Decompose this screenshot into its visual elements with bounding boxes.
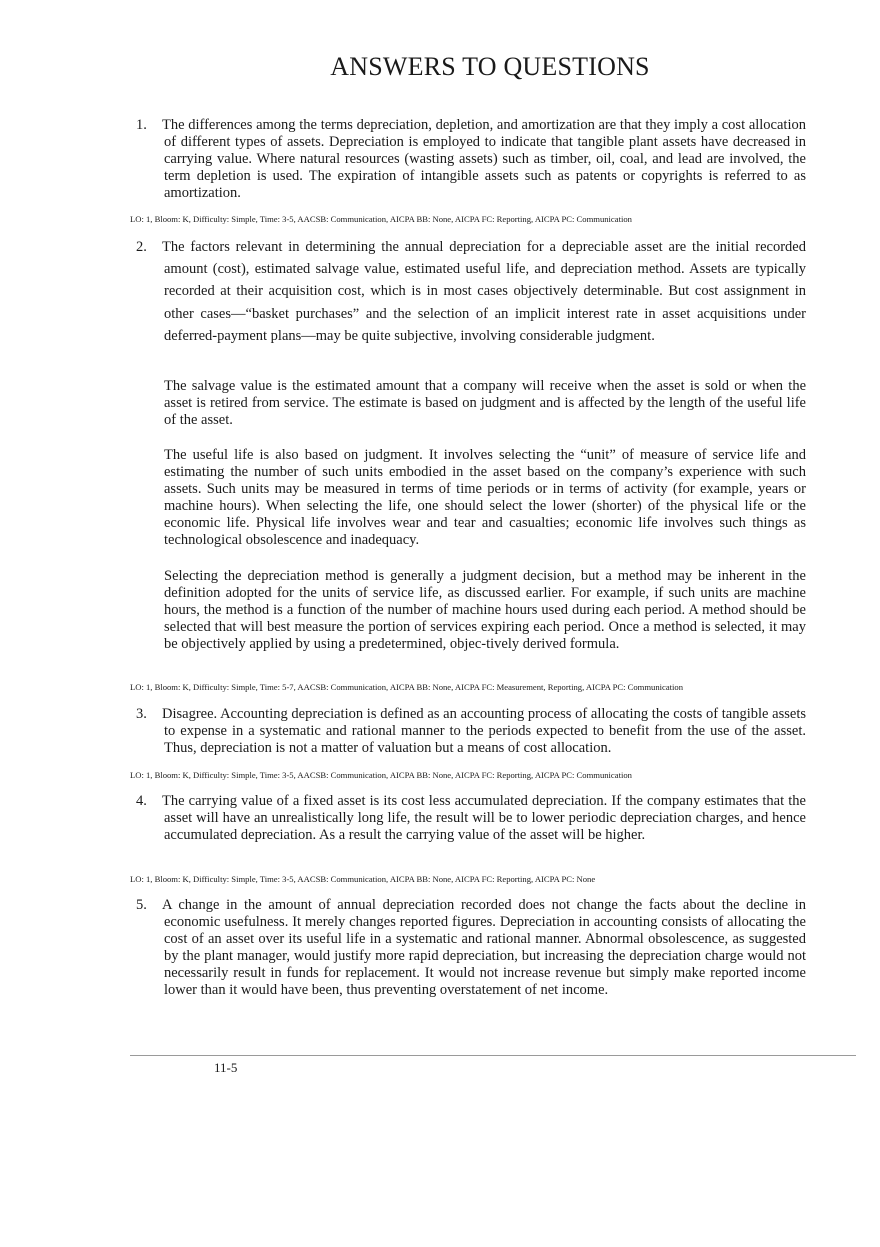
page-number: 11-5 [214,1060,238,1075]
answer-2-method [136,568,806,653]
answer-2-salvage [136,378,806,429]
answer-text: The factors relevant in determining the annual depreciation for a depreciable asset are the initial recorded amount (cost), estimated salvage value, estimated useful life, and depreciation method. Assets are typically recorded at their acquisition cost, which is in most cases objectively determinable. But cost assignment in other cases—“basket purchases” and the selection of an implicit interest rate in asset acquisitions under deferred-payment plans—may be quite subjective, involving considerable judgment. [162,239,806,344]
answer-text: Selecting the depreciation method is generally a judgment decision, but a method may be inherent in the definition adopted for the units of service life, as discussed earlier. For example, if such units are machine hours, the method is a function of the number of machine hours used during each period. A method should be selected that will best measure the portion of services expiring each period. Once a method is selected, it may be objectively applied by using a predetermined, objec-tively derived formula. [164,568,806,652]
answer-paragraph [136,793,806,844]
answer-paragraph [136,236,806,347]
footer-divider [130,1055,856,1056]
answer-2 [136,236,806,347]
answer-text: The useful life is also based on judgment. It involves selecting the “unit” of measure of service life and estimating the number of such units embodied in the asset based on the company’s experience with such assets. Such units may be measured in terms of time periods or in terms of activity (for example, years or machine hours). When selecting the life, one should select the lower (shorter) of the physical life or the economic life. Physical life involves wear and tear and casualties; economic life involves such things as technological obsolescence and inadequacy. [164,447,806,548]
answer-text: The carrying value of a fixed asset is its cost less accumulated depreciation. If the company estimates that the asset will have an unrealistically long life, the result will be to lower periodic depreciation charges, and hence accumulated depreciation. As a result the carrying value of the asset will be higher. [162,793,806,843]
answer-text: The salvage value is the estimated amount that a company will receive when the asset is sold or when the asset is retired from service. The estimate is based on judgment and is affected by the length of the useful life of the asset. [164,378,806,428]
learning-objective-tag: LO: 1, Bloom: K, Difficulty: Simple, Time: 3-5, AACSB: Communication, AICPA BB: None, AICPA FC: Reporting, AICPA PC: Communication [130,770,632,780]
answer-text: Disagree. Accounting depreciation is defined as an accounting process of allocating the costs of tangible assets to expense in a systematic and rational manner to the periods expected to benefit from the use of the asset. Thus, depreciation is not a matter of valuation but a means of cost allocation. [162,706,806,756]
answer-paragraph [136,897,806,999]
answer-3 [136,706,806,757]
page-title: ANSWERS TO QUESTIONS [330,52,650,81]
answer-5 [136,897,806,999]
answer-paragraph [136,706,806,757]
answer-number: 1. [136,117,147,133]
answer-paragraph [136,117,806,202]
answer-text: The differences among the terms depreciation, depletion, and amortization are that they imply a cost allocation of different types of assets. Depreciation is employed to indicate that tangible plant assets have decreased in carrying value. Where natural resources (wasting assets) such as timber, oil, coal, and lead are involved, the term depletion is used. The expiration of intangible assets such as patents or copyrights is referred to as amortization. [162,117,806,201]
answer-text: A change in the amount of annual depreciation recorded does not change the facts about the decline in economic usefulness. It merely changes reported figures. Depreciation in accounting consists of allocating the cost of an asset over its useful life in a systematic and rational manner. Abnormal obsolescence, as suggested by the plant manager, would justify more rapid depreciation, but increasing the depreciation charge would not necessarily result in funds for replacement. It would not increase revenue but simply make reported income lower than it would have been, thus preventing overstatement of net income. [162,897,806,998]
answer-number: 2. [136,239,147,255]
answer-number: 3. [136,706,147,722]
answer-1 [136,117,806,202]
answer-2-useful-life [136,447,806,549]
learning-objective-tag: LO: 1, Bloom: K, Difficulty: Simple, Time: 5-7, AACSB: Communication, AICPA BB: None, AICPA FC: Measurement, Reporting, AICPA PC: Communication [130,682,683,692]
learning-objective-tag: LO: 1, Bloom: K, Difficulty: Simple, Time: 3-5, AACSB: Communication, AICPA BB: None, AICPA FC: Reporting, AICPA PC: Communication [130,214,632,224]
learning-objective-tag: LO: 1, Bloom: K, Difficulty: Simple, Time: 3-5, AACSB: Communication, AICPA BB: None, AICPA FC: Reporting, AICPA PC: None [130,874,596,884]
answer-4 [136,793,806,844]
answer-number: 5. [136,897,147,913]
answer-number: 4. [136,793,147,809]
